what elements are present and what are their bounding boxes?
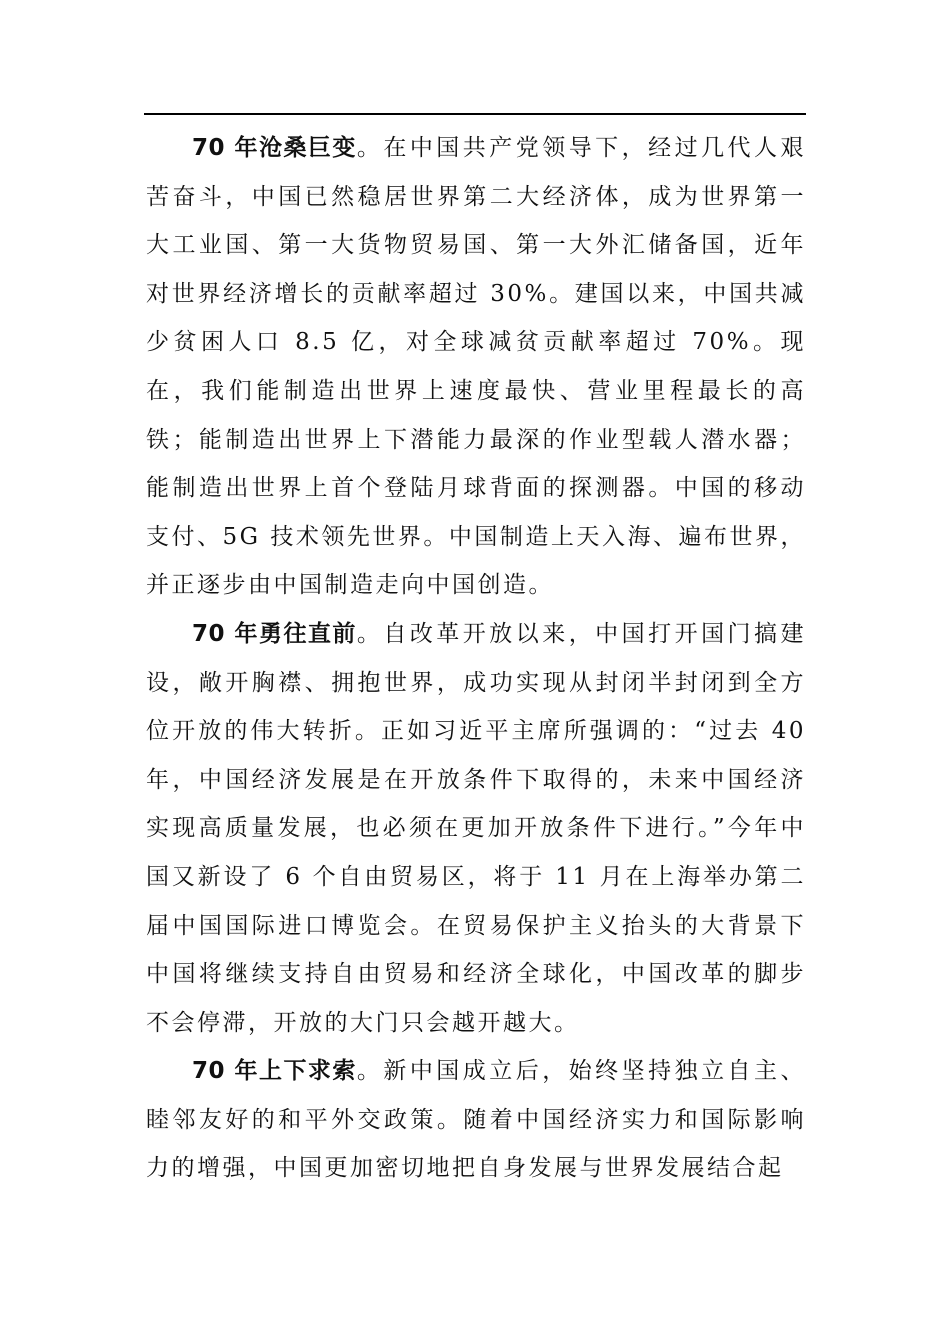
paragraph-2-lead: 70 年勇往直前 — [192, 620, 357, 647]
paragraph-3-text: 。新中国成立后，始终坚持独立自主、睦邻友好的和平外交政策。随着中国经济实力和国际影响力的增强，中国更加密切地把自身发展与世界发展结合起 — [146, 1058, 806, 1182]
paragraph-1-lead: 70 年沧桑巨变 — [192, 135, 357, 161]
header-rule — [144, 113, 806, 115]
paragraph-2 — [146, 610, 806, 1047]
paragraph-3-lead: 70 年上下求索 — [192, 1058, 357, 1085]
paragraph-1 — [146, 124, 806, 610]
document-body — [146, 124, 806, 1193]
paragraph-1-text: 。在中国共产党领导下，经过几代人艰苦奋斗，中国已然稳居世界第二大经济体，成为世界第一大工业国、第一大货物贸易国、第一大外汇储备国，近年对世界经济增长的贡献率超过 30%。建国以来，中国共减少贫困人口 8.5 亿，对全球减贫贡献率超过 70%。现在，我们能制造出世界上速度最快、营业里程最长的高铁；能制造出世界上下潜能力最深的作业型载人潜水器；能制造出世界上首个登陆月球背面的探测器。中国的移动支付、5G 技术领先世界。中国制造上天入海、遍布世界，并正逐步由中国制造走向中国创造。 — [146, 135, 806, 599]
paragraph-2-text: 。自改革开放以来，中国打开国门搞建设，敞开胸襟、拥抱世界，成功实现从封闭半封闭到全方位开放的伟大转折。正如习近平主席所强调的：“过去 40 年，中国经济发展是在开放条件下取得的，未来中国经济实现高质量发展，也必须在更加开放条件下进行。”今年中国又新设了 6 个自由贸易区，将于 11 月在上海举办第二届中国国际进口博览会。在贸易保护主义抬头的大背景下中国将继续支持自由贸易和经济全球化，中国改革的脚步不会停滞，开放的大门只会越开越大。 — [146, 620, 806, 1036]
paragraph-3 — [146, 1047, 806, 1193]
